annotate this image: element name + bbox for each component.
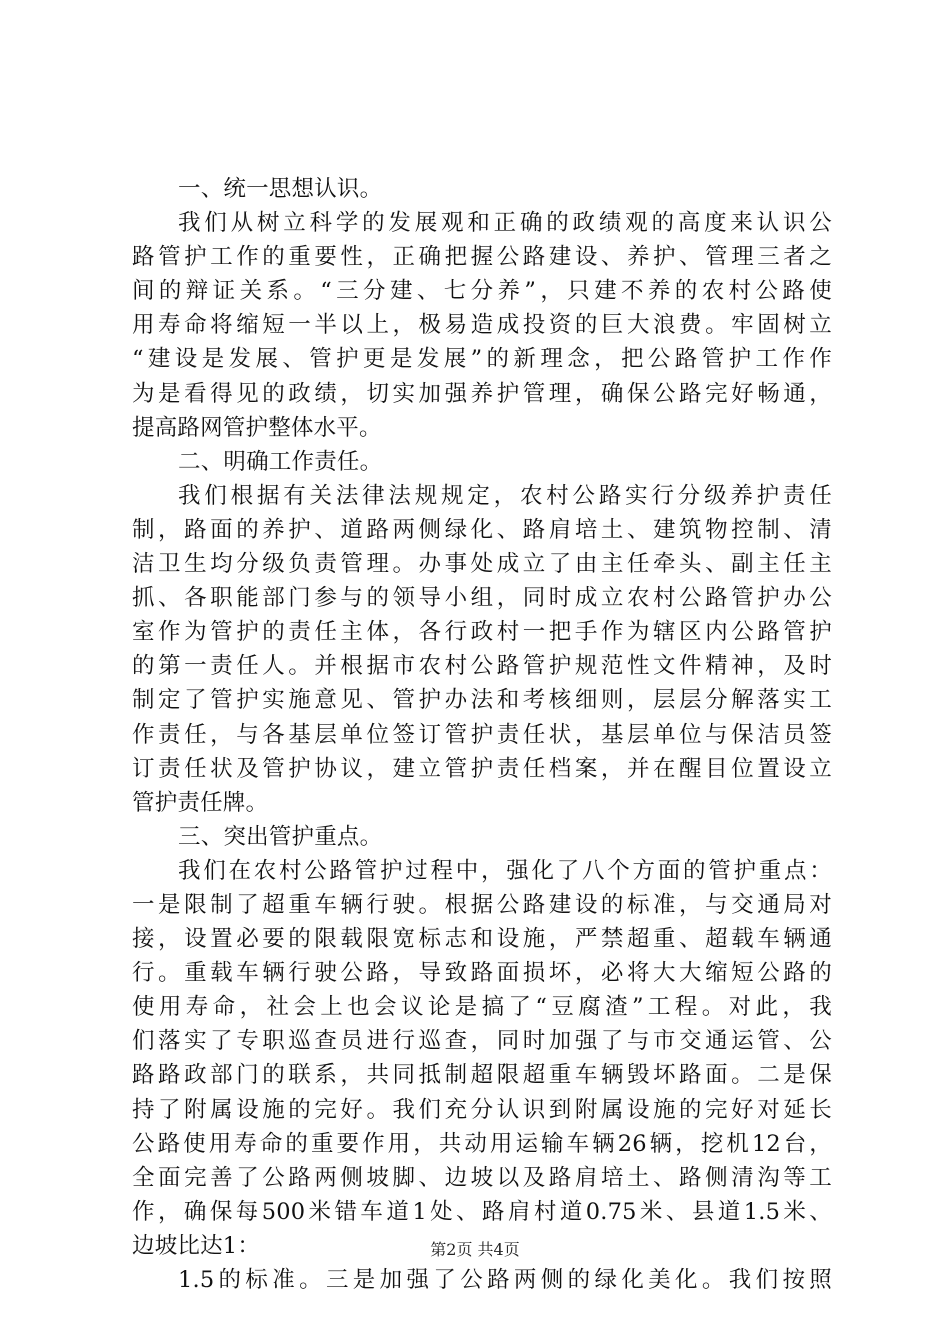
text-line: 全面完善了公路两侧坡脚、边坡以及路肩培土、路侧清沟等工	[132, 1164, 832, 1191]
text-line: 的第一责任人。并根据市农村公路管护规范性文件精神，及时	[132, 653, 832, 680]
document-body	[132, 172, 832, 1297]
section-heading-2: 二、明确工作责任。	[178, 448, 383, 475]
text-line: 作责任，与各基层单位签订管护责任状，基层单位与保洁员签	[132, 721, 832, 748]
text-line: 持了附属设施的完好。我们充分认识到附属设施的完好对延长	[132, 1096, 832, 1123]
section-heading-3: 三、突出管护重点。	[178, 823, 383, 850]
text-line: 室作为管护的责任主体，各行政村一把手作为辖区内公路管护	[132, 619, 832, 646]
text-line: 们落实了专职巡查员进行巡查，同时加强了与市交通运管、公	[132, 1028, 832, 1055]
page-footer: 第2页 共4页	[430, 1240, 520, 1259]
text-line: “建设是发展、管护更是发展”的新理念，把公路管护工作作	[132, 346, 832, 373]
text-line: 我们根据有关法律法规规定，农村公路实行分级养护责任	[178, 482, 832, 509]
text-line: 抓、各职能部门参与的领导小组，同时成立农村公路管护办公	[132, 585, 832, 612]
text-line: 路路政部门的联系，共同抵制超限超重车辆毁坏路面。二是保	[132, 1062, 832, 1089]
text-line: 接，设置必要的限载限宽标志和设施，严禁超重、超载车辆通	[132, 926, 832, 953]
text-line: 一是限制了超重车辆行驶。根据公路建设的标准，与交通局对	[132, 891, 832, 918]
text-line: 为是看得见的政绩，切实加强养护管理，确保公路完好畅通，	[132, 380, 832, 407]
text-line: 作，确保每500米错车道1处、路肩村道0.75米、县道1.5米、	[132, 1198, 832, 1225]
text-line: 洁卫生均分级负责管理。办事处成立了由主任牵头、副主任主	[132, 551, 832, 578]
text-line: 间的辩证关系。“三分建、七分养”，只建不养的农村公路使	[132, 278, 832, 305]
text-line: 制，路面的养护、道路两侧绿化、路肩培土、建筑物控制、清	[132, 516, 832, 543]
text-line: 行。重载车辆行驶公路，导致路面损坏，必将大大缩短公路的	[132, 960, 832, 987]
text-line: 边坡比达1：	[132, 1232, 261, 1259]
text-line: 管护责任牌。	[132, 789, 269, 816]
section-heading-1: 一、统一思想认识。	[178, 176, 383, 202]
text-line: 使用寿命，社会上也会议论是搞了“豆腐渣”工程。对此，我	[132, 994, 832, 1021]
text-line: 提高路网管护整体水平。	[132, 414, 382, 441]
text-line: 我们在农村公路管护过程中，强化了八个方面的管护重点：	[178, 857, 832, 884]
text-line: 公路使用寿命的重要作用，共动用运输车辆26辆，挖机12台，	[132, 1130, 832, 1157]
text-line: 用寿命将缩短一半以上，极易造成投资的巨大浪费。牢固树立	[132, 312, 832, 339]
text-line: 1.5的标准。三是加强了公路两侧的绿化美化。我们按照	[178, 1267, 832, 1293]
text-line: 订责任状及管护协议，建立管护责任档案，并在醒目位置设立	[132, 755, 832, 782]
text-line: 我们从树立科学的发展观和正确的政绩观的高度来认识公	[178, 210, 832, 237]
text-line: 制定了管护实施意见、管护办法和考核细则，层层分解落实工	[132, 687, 832, 714]
text-line: 路管护工作的重要性，正确把握公路建设、养护、管理三者之	[132, 244, 832, 271]
